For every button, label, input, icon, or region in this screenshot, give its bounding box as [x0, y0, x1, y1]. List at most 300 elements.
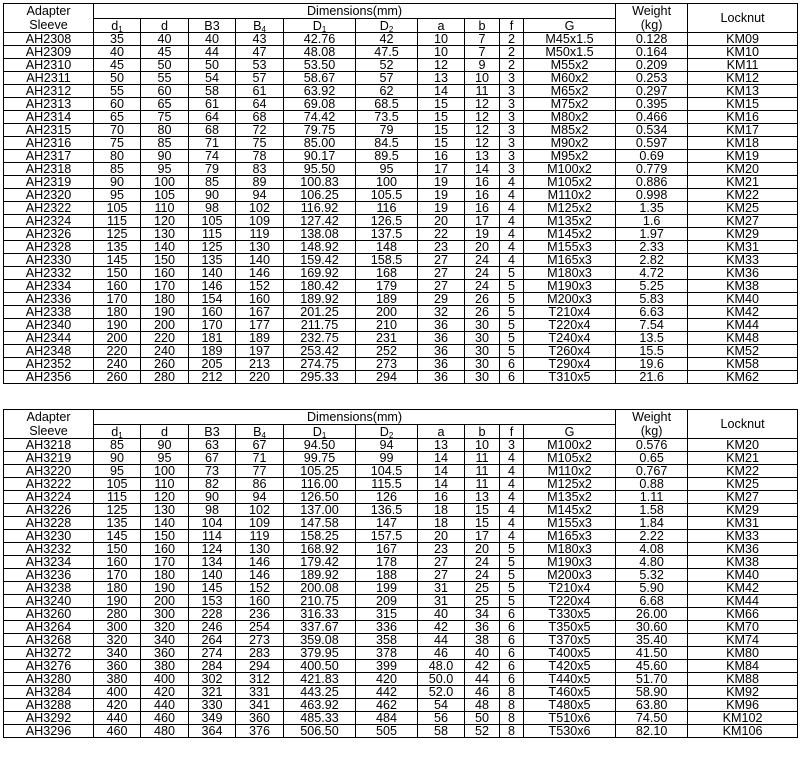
cell-d1-outer: 137.00	[284, 504, 356, 517]
cell-b4: 160	[236, 293, 284, 306]
cell-a: 32	[418, 306, 465, 319]
cell-b3: 134	[189, 556, 236, 569]
cell-d2-outer: 167	[356, 543, 418, 556]
col-header-a: a	[418, 425, 465, 439]
cell-g: T530x6	[524, 725, 616, 738]
cell-d1: 125	[94, 504, 141, 517]
cell-b3: 140	[189, 569, 236, 582]
cell-d1: 220	[94, 345, 141, 358]
cell-b3: 146	[189, 280, 236, 293]
cell-locknut: KM15	[688, 98, 798, 111]
cell-a: 20	[418, 215, 465, 228]
cell-g: T220x4	[524, 595, 616, 608]
cell-f: 4	[500, 202, 524, 215]
dimensions-header: Dimensions(mm)	[94, 4, 616, 19]
cell-b4: 102	[236, 504, 284, 517]
cell-f: 4	[500, 517, 524, 530]
cell-f: 6	[500, 371, 524, 384]
cell-d2-outer: 94	[356, 439, 418, 452]
cell-d1: 150	[94, 267, 141, 280]
cell-d1: 240	[94, 358, 141, 371]
table-row	[4, 621, 798, 634]
cell-d1-outer: 63.92	[284, 85, 356, 98]
cell-a: 18	[418, 504, 465, 517]
cell-f: 2	[500, 33, 524, 46]
cell-f: 8	[500, 725, 524, 738]
cell-b4: 68	[236, 111, 284, 124]
cell-d2-outer: 442	[356, 686, 418, 699]
cell-locknut: KM106	[688, 725, 798, 738]
cell-d1-outer: 159.42	[284, 254, 356, 267]
table-row	[4, 582, 798, 595]
cell-d1: 95	[94, 465, 141, 478]
cell-f: 4	[500, 228, 524, 241]
cell-b4: 94	[236, 189, 284, 202]
cell-b3: 71	[189, 137, 236, 150]
cell-weight: 0.886	[616, 176, 688, 189]
cell-locknut: KM38	[688, 280, 798, 293]
cell-d: 45	[141, 46, 189, 59]
cell-weight: 0.767	[616, 465, 688, 478]
cell-sleeve: AH3280	[4, 673, 94, 686]
cell-d2-outer: 200	[356, 306, 418, 319]
cell-sleeve: AH3230	[4, 530, 94, 543]
cell-d2-outer: 105.5	[356, 189, 418, 202]
cell-weight: 0.395	[616, 98, 688, 111]
cell-b4: 64	[236, 98, 284, 111]
cell-d: 160	[141, 267, 189, 280]
cell-b: 11	[465, 85, 500, 98]
cell-f: 8	[500, 699, 524, 712]
cell-a: 46	[418, 647, 465, 660]
cell-sleeve: AH2318	[4, 163, 94, 176]
cell-g: T210x4	[524, 306, 616, 319]
cell-d2-outer: 79	[356, 124, 418, 137]
cell-weight: 4.72	[616, 267, 688, 280]
col-header-d1: $d_1$	[94, 19, 141, 33]
cell-locknut: KM36	[688, 267, 798, 280]
cell-d1-outer: 359.08	[284, 634, 356, 647]
cell-weight: 6.68	[616, 595, 688, 608]
table-row	[4, 332, 798, 345]
cell-d2-outer: 84.5	[356, 137, 418, 150]
cell-b: 50	[465, 712, 500, 725]
cell-locknut: KM84	[688, 660, 798, 673]
cell-b4: 75	[236, 137, 284, 150]
cell-d1-outer: 400.50	[284, 660, 356, 673]
cell-d1-outer: 79.75	[284, 124, 356, 137]
cell-a: 22	[418, 228, 465, 241]
cell-locknut: KM13	[688, 85, 798, 98]
cell-d1-outer: 116.92	[284, 202, 356, 215]
cell-d1-outer: 421.83	[284, 673, 356, 686]
cell-d2-outer: 73.5	[356, 111, 418, 124]
cell-f: 5	[500, 582, 524, 595]
cell-b: 16	[465, 189, 500, 202]
cell-a: 15	[418, 124, 465, 137]
cell-d2-outer: 378	[356, 647, 418, 660]
cell-locknut: KM38	[688, 556, 798, 569]
cell-d1-outer: 180.42	[284, 280, 356, 293]
cell-g: M55x2	[524, 59, 616, 72]
cell-b3: 274	[189, 647, 236, 660]
cell-f: 5	[500, 556, 524, 569]
cell-weight: 58.90	[616, 686, 688, 699]
col-header-d: d	[141, 19, 189, 33]
cell-g: M145x2	[524, 504, 616, 517]
cell-b: 26	[465, 293, 500, 306]
cell-d1-outer: 99.75	[284, 452, 356, 465]
cell-weight: 0.466	[616, 111, 688, 124]
cell-b: 17	[465, 215, 500, 228]
cell-d: 100	[141, 176, 189, 189]
cell-b3: 205	[189, 358, 236, 371]
cell-b4: 102	[236, 202, 284, 215]
cell-g: M45x1.5	[524, 33, 616, 46]
cell-locknut: KM29	[688, 228, 798, 241]
cell-b4: 57	[236, 72, 284, 85]
cell-d: 380	[141, 660, 189, 673]
cell-d2-outer: 47.5	[356, 46, 418, 59]
cell-locknut: KM44	[688, 319, 798, 332]
cell-locknut: KM80	[688, 647, 798, 660]
table-row	[4, 478, 798, 491]
table-row	[4, 686, 798, 699]
cell-d: 480	[141, 725, 189, 738]
cell-b4: 119	[236, 530, 284, 543]
cell-b4: 130	[236, 241, 284, 254]
cell-d1-outer: 158.25	[284, 530, 356, 543]
cell-f: 5	[500, 319, 524, 332]
cell-f: 5	[500, 345, 524, 358]
cell-d2-outer: 484	[356, 712, 418, 725]
table-row	[4, 530, 798, 543]
cell-locknut: KM88	[688, 673, 798, 686]
cell-d1-outer: 126.50	[284, 491, 356, 504]
cell-b3: 67	[189, 452, 236, 465]
cell-weight: 2.33	[616, 241, 688, 254]
cell-b: 10	[465, 72, 500, 85]
cell-b: 38	[465, 634, 500, 647]
cell-d1-outer: 116.00	[284, 478, 356, 491]
cell-d: 140	[141, 517, 189, 530]
cell-b4: 67	[236, 439, 284, 452]
cell-b4: 72	[236, 124, 284, 137]
cell-b: 11	[465, 465, 500, 478]
cell-sleeve: AH2311	[4, 72, 94, 85]
cell-b4: 146	[236, 556, 284, 569]
cell-d1: 45	[94, 59, 141, 72]
cell-b: 7	[465, 46, 500, 59]
cell-sleeve: AH3276	[4, 660, 94, 673]
cell-b3: 82	[189, 478, 236, 491]
table-row	[4, 647, 798, 660]
cell-sleeve: AH3224	[4, 491, 94, 504]
cell-d1-outer: 74.42	[284, 111, 356, 124]
cell-a: 17	[418, 163, 465, 176]
cell-locknut: KM20	[688, 439, 798, 452]
cell-locknut: KM40	[688, 569, 798, 582]
cell-g: T370x5	[524, 634, 616, 647]
cell-a: 36	[418, 345, 465, 358]
cell-b3: 264	[189, 634, 236, 647]
cell-locknut: KM74	[688, 634, 798, 647]
cell-b: 19	[465, 228, 500, 241]
cell-d: 110	[141, 478, 189, 491]
cell-d1-outer: 200.08	[284, 582, 356, 595]
cell-d: 180	[141, 293, 189, 306]
cell-a: 36	[418, 332, 465, 345]
cell-d: 55	[141, 72, 189, 85]
adapter-sleeve-table-ah32	[3, 409, 798, 738]
cell-b: 13	[465, 491, 500, 504]
cell-d1-outer: 443.25	[284, 686, 356, 699]
cell-d1: 90	[94, 176, 141, 189]
cell-weight: 0.88	[616, 478, 688, 491]
cell-g: M145x2	[524, 228, 616, 241]
cell-weight: 0.164	[616, 46, 688, 59]
cell-d2-outer: 179	[356, 280, 418, 293]
cell-d1-outer: 232.75	[284, 332, 356, 345]
cell-d1-outer: 85.00	[284, 137, 356, 150]
cell-b3: 181	[189, 332, 236, 345]
cell-a: 20	[418, 530, 465, 543]
cell-d1-outer: 210.75	[284, 595, 356, 608]
cell-d1: 190	[94, 319, 141, 332]
col-header-d2-outer: $D_2$	[356, 425, 418, 439]
cell-d1-outer: 189.92	[284, 293, 356, 306]
table-row	[4, 556, 798, 569]
cell-g: M125x2	[524, 478, 616, 491]
table-row	[4, 491, 798, 504]
cell-d1-outer: 106.25	[284, 189, 356, 202]
cell-b4: 43	[236, 33, 284, 46]
cell-b: 11	[465, 478, 500, 491]
cell-d2-outer: 147	[356, 517, 418, 530]
cell-d1: 160	[94, 556, 141, 569]
cell-b: 20	[465, 241, 500, 254]
cell-a: 27	[418, 280, 465, 293]
cell-locknut: KM70	[688, 621, 798, 634]
cell-d1: 170	[94, 293, 141, 306]
cell-d2-outer: 158.5	[356, 254, 418, 267]
cell-d1: 360	[94, 660, 141, 673]
table-row	[4, 569, 798, 582]
cell-f: 3	[500, 439, 524, 452]
cell-d1: 75	[94, 137, 141, 150]
cell-a: 36	[418, 371, 465, 384]
col-header-d2-outer: $D_2$	[356, 19, 418, 33]
cell-b: 48	[465, 699, 500, 712]
table-row	[4, 371, 798, 384]
cell-a: 44	[418, 634, 465, 647]
cell-weight: 4.08	[616, 543, 688, 556]
cell-weight: 21.6	[616, 371, 688, 384]
cell-d1: 260	[94, 371, 141, 384]
cell-locknut: KM62	[688, 371, 798, 384]
cell-d1: 200	[94, 332, 141, 345]
cell-weight: 63.80	[616, 699, 688, 712]
cell-weight: 35.40	[616, 634, 688, 647]
cell-f: 3	[500, 72, 524, 85]
cell-d1-outer: 379.95	[284, 647, 356, 660]
cell-sleeve: AH3234	[4, 556, 94, 569]
cell-d2-outer: 42	[356, 33, 418, 46]
cell-b: 24	[465, 267, 500, 280]
adapter-sleeve-header: Adapter Sleeve	[4, 4, 94, 33]
cell-d1-outer: 94.50	[284, 439, 356, 452]
cell-sleeve: AH2326	[4, 228, 94, 241]
cell-d1-outer: 179.42	[284, 556, 356, 569]
cell-g: M75x2	[524, 98, 616, 111]
cell-d2-outer: 104.5	[356, 465, 418, 478]
cell-g: T220x4	[524, 319, 616, 332]
cell-sleeve: AH2340	[4, 319, 94, 332]
table-row	[4, 241, 798, 254]
cell-d1-outer: 42.76	[284, 33, 356, 46]
cell-locknut: KM22	[688, 465, 798, 478]
cell-g: T210x4	[524, 582, 616, 595]
cell-sleeve: AH3226	[4, 504, 94, 517]
cell-d1-outer: 253.42	[284, 345, 356, 358]
cell-weight: 5.32	[616, 569, 688, 582]
cell-a: 31	[418, 595, 465, 608]
cell-g: T290x4	[524, 358, 616, 371]
cell-f: 4	[500, 254, 524, 267]
cell-b3: 170	[189, 319, 236, 332]
cell-g: M200x3	[524, 569, 616, 582]
col-header-d1: $d_1$	[94, 425, 141, 439]
cell-locknut: KM27	[688, 491, 798, 504]
table-row	[4, 358, 798, 371]
cell-weight: 1.84	[616, 517, 688, 530]
col-header-b4: $B_4$	[236, 19, 284, 33]
cell-f: 5	[500, 280, 524, 293]
cell-d1-outer: 105.25	[284, 465, 356, 478]
cell-sleeve: AH3284	[4, 686, 94, 699]
cell-a: 23	[418, 543, 465, 556]
cell-locknut: KM33	[688, 254, 798, 267]
cell-d2-outer: 294	[356, 371, 418, 384]
cell-locknut: KM48	[688, 332, 798, 345]
cell-d: 200	[141, 595, 189, 608]
table-row	[4, 595, 798, 608]
cell-sleeve: AH3219	[4, 452, 94, 465]
cell-g: M190x3	[524, 556, 616, 569]
cell-weight: 45.60	[616, 660, 688, 673]
cell-f: 5	[500, 267, 524, 280]
cell-locknut: KM40	[688, 293, 798, 306]
cell-b3: 68	[189, 124, 236, 137]
cell-b3: 154	[189, 293, 236, 306]
cell-b3: 63	[189, 439, 236, 452]
cell-d1: 105	[94, 202, 141, 215]
cell-d1-outer: 48.08	[284, 46, 356, 59]
table-row	[4, 254, 798, 267]
cell-d1: 105	[94, 478, 141, 491]
cell-f: 8	[500, 686, 524, 699]
cell-weight: 0.65	[616, 452, 688, 465]
cell-g: M105x2	[524, 176, 616, 189]
cell-g: M110x2	[524, 189, 616, 202]
cell-sleeve: AH3240	[4, 595, 94, 608]
cell-a: 42	[418, 621, 465, 634]
cell-d: 120	[141, 215, 189, 228]
cell-b4: 236	[236, 608, 284, 621]
cell-f: 3	[500, 163, 524, 176]
cell-weight: 5.25	[616, 280, 688, 293]
cell-b3: 349	[189, 712, 236, 725]
cell-d1-outer: 295.33	[284, 371, 356, 384]
cell-b4: 213	[236, 358, 284, 371]
cell-b: 10	[465, 439, 500, 452]
cell-d: 140	[141, 241, 189, 254]
cell-d2-outer: 148	[356, 241, 418, 254]
cell-b: 24	[465, 254, 500, 267]
cell-a: 13	[418, 439, 465, 452]
cell-d2-outer: 358	[356, 634, 418, 647]
cell-b3: 90	[189, 189, 236, 202]
cell-d: 460	[141, 712, 189, 725]
cell-b4: 197	[236, 345, 284, 358]
cell-b4: 254	[236, 621, 284, 634]
cell-locknut: KM25	[688, 478, 798, 491]
cell-weight: 74.50	[616, 712, 688, 725]
cell-g: M135x2	[524, 215, 616, 228]
cell-b3: 64	[189, 111, 236, 124]
table-row	[4, 46, 798, 59]
cell-d2-outer: 252	[356, 345, 418, 358]
cell-f: 3	[500, 124, 524, 137]
cell-d: 280	[141, 371, 189, 384]
cell-d1-outer: 95.50	[284, 163, 356, 176]
cell-f: 6	[500, 621, 524, 634]
cell-d: 320	[141, 621, 189, 634]
cell-f: 6	[500, 673, 524, 686]
col-header-d1-outer: $D_1$	[284, 425, 356, 439]
cell-a: 31	[418, 582, 465, 595]
cell-f: 3	[500, 98, 524, 111]
cell-g: M165x3	[524, 530, 616, 543]
cell-b: 7	[465, 33, 500, 46]
cell-d2-outer: 126.5	[356, 215, 418, 228]
cell-sleeve: AH2317	[4, 150, 94, 163]
cell-b3: 284	[189, 660, 236, 673]
cell-b4: 130	[236, 543, 284, 556]
cell-d2-outer: 126	[356, 491, 418, 504]
cell-d1: 135	[94, 241, 141, 254]
cell-a: 15	[418, 111, 465, 124]
cell-g: T260x4	[524, 345, 616, 358]
cell-weight: 0.597	[616, 137, 688, 150]
col-header-b3: B3	[189, 425, 236, 439]
cell-a: 14	[418, 85, 465, 98]
cell-a: 12	[418, 59, 465, 72]
cell-d: 80	[141, 124, 189, 137]
cell-f: 4	[500, 452, 524, 465]
cell-weight: 0.576	[616, 439, 688, 452]
cell-b: 46	[465, 686, 500, 699]
cell-b3: 246	[189, 621, 236, 634]
cell-locknut: KM29	[688, 504, 798, 517]
cell-g: T420x5	[524, 660, 616, 673]
cell-d1-outer: 189.92	[284, 569, 356, 582]
cell-sleeve: AH2330	[4, 254, 94, 267]
cell-sleeve: AH3232	[4, 543, 94, 556]
table-header	[4, 4, 798, 33]
cell-sleeve: AH2338	[4, 306, 94, 319]
cell-d1-outer: 168.92	[284, 543, 356, 556]
